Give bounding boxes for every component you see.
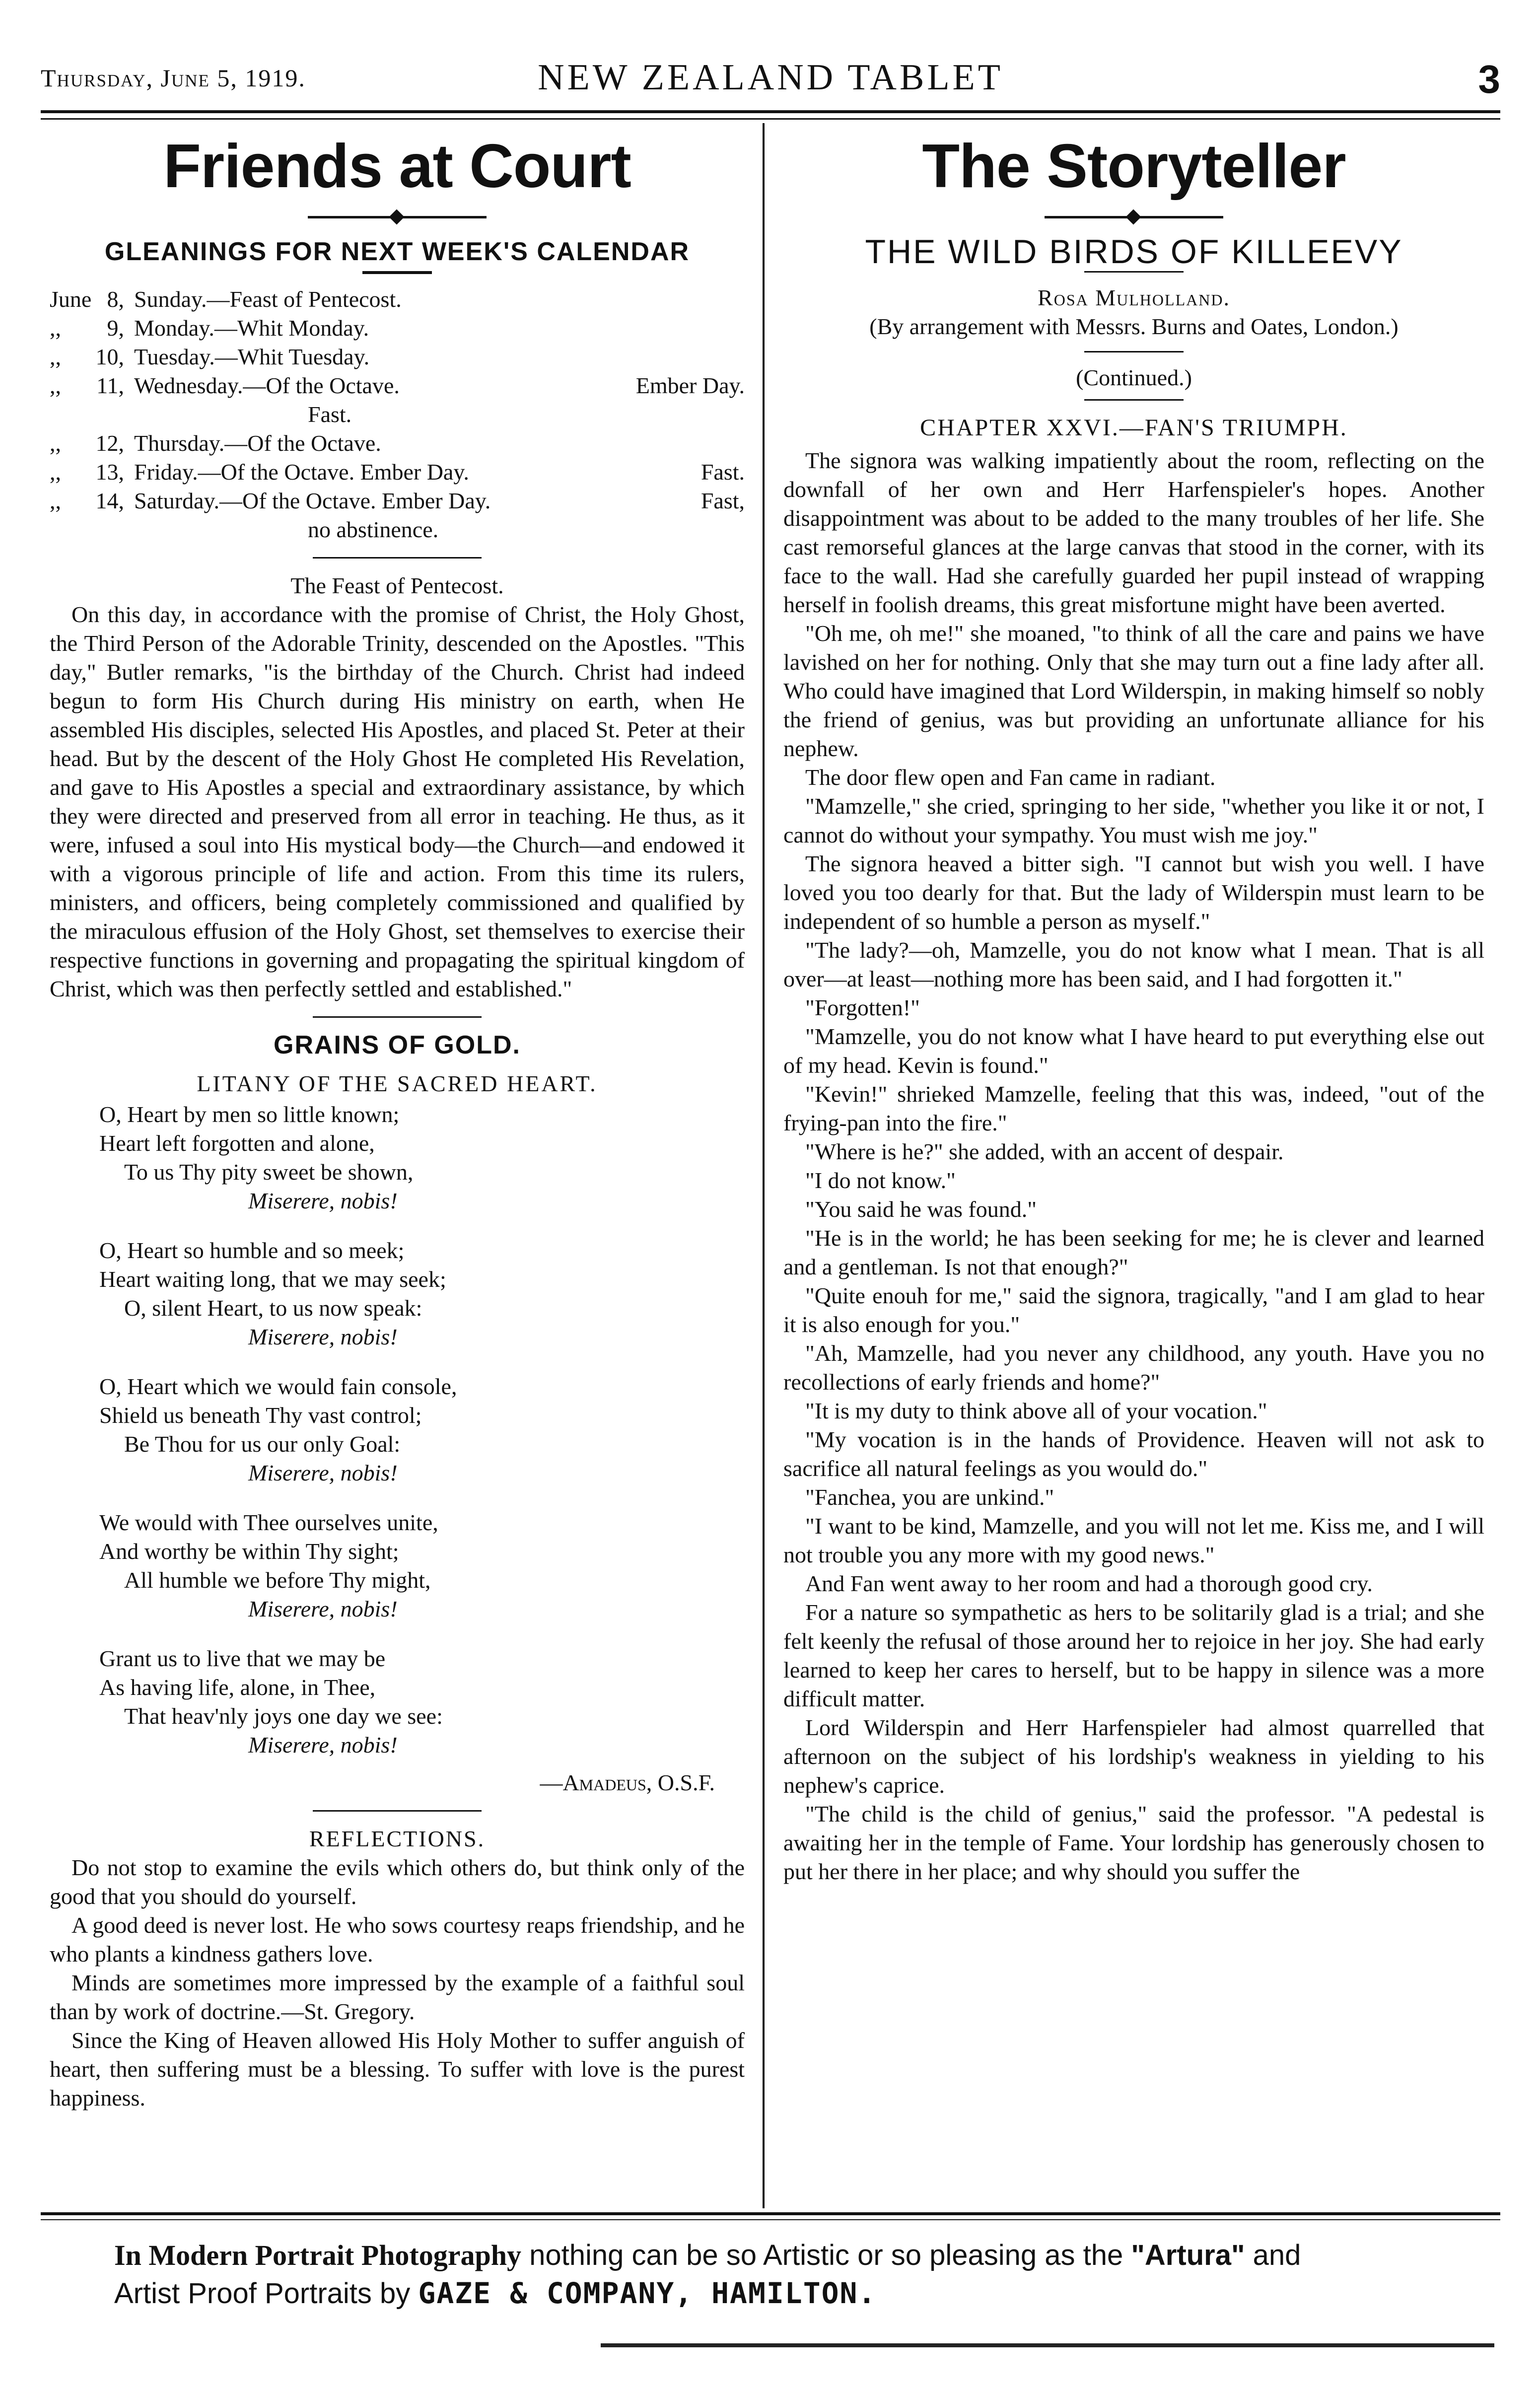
calendar-text: Tuesday.—Whit Tuesday. <box>134 344 370 369</box>
calendar-day: 9, <box>107 315 124 341</box>
ad-lead: In Modern Portrait Photography <box>114 2239 521 2271</box>
poem-line: Grant us to live that we may be <box>99 1646 386 1671</box>
grains-heading: GRAINS OF GOLD. <box>274 1031 521 1059</box>
poem-line: Heart waiting long, that we may seek; <box>99 1266 446 1292</box>
poem-line: O, Heart so humble and so meek; <box>99 1238 405 1263</box>
calendar-text: Monday.—Whit Monday. <box>134 315 369 341</box>
litany-title: LITANY OF THE SACRED HEART. <box>197 1071 598 1096</box>
calendar-rule <box>362 271 432 274</box>
calendar-day: 11, <box>96 373 124 398</box>
reflections-title: REFLECTIONS. <box>309 1826 486 1851</box>
reflection-item: A good deed is never lost. He who sows courtesy reaps friendship, and he who plants a kindness gathers love. <box>50 1912 745 1967</box>
calendar-prefix: ,, <box>50 488 61 513</box>
right-column <box>783 125 1484 1886</box>
calendar-text: Thursday.—Of the Octave. <box>134 430 381 456</box>
story-paragraph: The signora heaved a bitter sigh. "I cannot but wish you well. I have loved you too dearly for that. But the lady of Wilderspin must learn to be independent of so humble a person as myself." <box>783 851 1484 934</box>
calendar-text: Wednesday.—Of the Octave. <box>134 373 400 398</box>
calendar-row: no abstinence. <box>308 517 439 542</box>
calendar-right: Fast. <box>700 459 745 485</box>
story-text <box>783 446 1484 1886</box>
story-paragraph: Lord Wilderspin and Herr Harfenspieler had almost quarrelled that afternoon on the subject of his lordship's weakness in yielding to his nephew's caprice. <box>783 1715 1484 1798</box>
story-paragraph: "I want to be kind, Mamzelle, and you will not let me. Kiss me, and I will not trouble you any more with my good news." <box>783 1513 1484 1567</box>
title-ornament <box>308 210 487 224</box>
ad-line2: Artist Proof Portraits by <box>114 2277 411 2310</box>
poem-line: All humble we before Thy might, <box>124 1567 431 1593</box>
story-paragraph: "The lady?—oh, Mamzelle, you do not know what I mean. That is all over—at least—nothing more has been said, and I had forgotten it." <box>783 937 1484 991</box>
chapter-heading: CHAPTER XXVI.—FAN'S TRIUMPH. <box>920 415 1348 441</box>
calendar-day: 10, <box>95 344 124 369</box>
calendar-prefix: ,, <box>50 373 61 398</box>
poem-line: Shield us beneath Thy vast control; <box>99 1403 422 1428</box>
poem-line: And worthy be within Thy sight; <box>99 1539 399 1564</box>
friends-at-court-title: Friends at Court <box>163 132 631 201</box>
story-paragraph: "Quite enouh for me," said the signora, tragically, "and I am glad to hear it is also enough for you." <box>783 1283 1484 1337</box>
poem-line: O, silent Heart, to us now speak: <box>124 1295 422 1321</box>
story-paragraph: "Ah, Mamzelle, had you never any childhood, any youth. Have you no recollections of early friends and home?" <box>783 1340 1484 1395</box>
calendar-row: Fast. <box>308 402 352 427</box>
story-paragraph: And Fan went away to her room and had a thorough good cry. <box>805 1571 1373 1596</box>
calendar-text: Friday.—Of the Octave. Ember Day. <box>134 459 469 485</box>
footer-rule <box>41 2212 1500 2215</box>
section-rule <box>313 1016 482 1018</box>
poem-line: Be Thou for us our only Goal: <box>124 1431 401 1457</box>
poem-stanza <box>99 1372 745 1487</box>
reflection-item: Minds are sometimes more impressed by the example of a faithful soul than by work of doctrine.—St. Gregory. <box>50 1970 745 2024</box>
calendar-day: 14, <box>95 488 124 513</box>
story-rule <box>1084 271 1184 273</box>
continued-note: (Continued.) <box>1076 365 1192 390</box>
calendar-row <box>50 314 745 343</box>
poem-line: Heart left forgotten and alone, <box>99 1130 375 1156</box>
ad-middle: nothing can be so Artistic or so pleasing as the <box>529 2239 1123 2271</box>
calendar-prefix: June <box>50 286 92 312</box>
poem-refrain: Miserere, nobis! <box>248 1324 398 1349</box>
story-paragraph: "Where is he?" she added, with an accent of despair. <box>805 1139 1284 1164</box>
calendar-right: Ember Day. <box>635 373 745 398</box>
ad-and: and <box>1253 2239 1301 2271</box>
story-paragraph: "My vocation is in the hands of Providence. Heaven will not ask to sacrifice all natural feelings as you would do." <box>783 1427 1484 1481</box>
story-paragraph: "Mamzelle," she cried, springing to her side, "whether you like it or not, I cannot do without your sympathy. You must wish me joy." <box>783 793 1484 847</box>
poem-line: We would with Thee ourselves unite, <box>99 1510 438 1535</box>
masthead-rule <box>41 110 1500 113</box>
poem-stanza <box>99 1236 745 1351</box>
masthead <box>41 50 1500 114</box>
calendar-day: 12, <box>95 430 124 456</box>
story-rule <box>1084 399 1184 401</box>
story-arrangement: (By arrangement with Messrs. Burns and Oates, London.) <box>869 314 1399 339</box>
story-paragraph: For a nature so sympathetic as hers to be solitarily glad is a trial; and she felt keenly the refusal of those around her to rejoice in her joy. She had early learned to keep her cares to herself, but to be happy in silence was a more difficult matter. <box>783 1600 1484 1711</box>
reflection-item: Since the King of Heaven allowed His Holy Mother to suffer anguish of heart, then suffering must be a blessing. To suffer with love is the purest happiness. <box>50 2028 745 2110</box>
poem-refrain: Miserere, nobis! <box>248 1188 398 1213</box>
calendar-row <box>50 487 745 515</box>
story-paragraph: "It is my duty to think above all of your vocation." <box>805 1398 1267 1423</box>
poem-line: O, Heart by men so little known; <box>99 1102 400 1127</box>
reflection-item: Do not stop to examine the evils which others do, but think only of the good that you should do yourself. <box>50 1855 745 1909</box>
poem-stanza <box>99 1100 745 1215</box>
calendar-row <box>50 458 745 487</box>
calendar-row <box>50 429 745 458</box>
story-paragraph: The door flew open and Fan came in radiant. <box>805 765 1216 790</box>
story-paragraph: "The child is the child of genius," said the professor. "A pedestal is awaiting her in the temple of Fame. Your lordship has generously chosen to put her there in her place; and why should you suffer the <box>783 1801 1484 1884</box>
left-column <box>50 125 745 2112</box>
storyteller-title: The Storyteller <box>922 132 1346 201</box>
story-rule <box>1084 351 1184 352</box>
poem-stanza <box>99 1508 745 1623</box>
calendar-list <box>50 285 745 544</box>
footer-rule-thin <box>41 2219 1500 2220</box>
bottom-bar <box>601 2343 1494 2347</box>
story-paragraph: "I do not know." <box>805 1168 956 1193</box>
litany-poem <box>50 1100 745 1759</box>
calendar-prefix: ,, <box>50 315 61 341</box>
section-rule <box>313 557 482 559</box>
poem-line: As having life, alone, in Thee, <box>99 1675 376 1700</box>
calendar-text: Sunday.—Feast of Pentecost. <box>134 286 402 312</box>
pentecost-title: The Feast of Pentecost. <box>290 573 504 598</box>
poem-line: That heav'nly joys one day we see: <box>124 1703 443 1729</box>
calendar-right: Fast, <box>700 488 745 513</box>
story-author: Rosa Mulholland. <box>1038 285 1230 310</box>
calendar-row <box>50 371 745 400</box>
story-paragraph: The signora was walking impatiently about the room, reflecting on the downfall of her own and Herr Harfenspieler's hopes. Another disappointment was about to be added to the many troubles of her life. She cast remorseful glances at the large canvas that stood in the corner, with its face to the wall. Had she carefully guarded her pupil instead of wrapping herself in foolish dreams, this great misfortune might have been averted. <box>783 448 1484 617</box>
poem-signature: —Amadeus, O.S.F. <box>540 1770 715 1795</box>
ad-company: GAZE & COMPANY, HAMILTON. <box>418 2276 877 2310</box>
story-paragraph: "Fanchea, you are unkind." <box>805 1484 1054 1510</box>
story-title: THE WILD BIRDS OF KILLEEVY <box>865 233 1403 271</box>
pentecost-body: On this day, in accordance with the promise of Christ, the Holy Ghost, the Third Person of the Adorable Trinity, descended on the Apostles. "This day," Butler remarks, "is the birthday of the Church. Christ had indeed begun to form His Church during His ministry on earth, when He assembled His disciples, selected His Apostles, and placed St. Peter at their head. But by the descent of the Holy Ghost He completed His Revelation, and gave to His Apostles a special and extraordinary assistance, by which they were directed and preserved from all error in teaching. He thus, as it were, infused a soul into His mystical body—the Church—and endowed it with a vigorous principle of life and action. From this time its rulers, ministers, and officers, being completely commissioned and qualified by the miraculous effusion of the Holy Ghost, set themselves to exercise their respective functions in governing and propagating the spiritual kingdom of Christ, which was then perfectly settled and established." <box>50 602 745 1001</box>
masthead-rule-thin <box>41 118 1500 120</box>
story-paragraph: "Kevin!" shrieked Mamzelle, feeling that this was, indeed, "out of the frying-pan into the fire." <box>783 1081 1484 1135</box>
calendar-prefix: ,, <box>50 344 61 369</box>
story-paragraph: "You said he was found." <box>805 1196 1037 1222</box>
story-paragraph: "Forgotten!" <box>805 995 920 1020</box>
calendar-text: Saturday.—Of the Octave. Ember Day. <box>134 488 491 513</box>
publication-title: NEW ZEALAND TABLET <box>538 57 1003 98</box>
calendar-heading: GLEANINGS FOR NEXT WEEK'S CALENDAR <box>104 237 690 266</box>
title-ornament <box>1045 210 1223 224</box>
photography-advertisement <box>114 2237 1455 2313</box>
calendar-prefix: ,, <box>50 430 61 456</box>
issue-date: Thursday, June 5, 1919. <box>41 64 306 92</box>
poem-line: O, Heart which we would fain console, <box>99 1374 457 1399</box>
page-number: 3 <box>1478 57 1500 101</box>
poem-refrain: Miserere, nobis! <box>248 1596 398 1621</box>
poem-stanza <box>99 1644 745 1759</box>
column-divider <box>763 123 765 2208</box>
story-paragraph: "Mamzelle, you do not know what I have heard to put everything else out of my head. Kevin is found." <box>783 1024 1484 1078</box>
calendar-row <box>50 343 745 371</box>
ad-brand: "Artura" <box>1131 2239 1245 2271</box>
poem-refrain: Miserere, nobis! <box>248 1732 398 1757</box>
calendar-row <box>50 285 745 314</box>
poem-refrain: Miserere, nobis! <box>248 1460 398 1485</box>
section-rule <box>313 1810 482 1812</box>
story-paragraph: "He is in the world; he has been seeking for me; he is clever and learned and a gentleman. Is not that enough?" <box>783 1225 1484 1279</box>
calendar-day: 8, <box>107 286 124 312</box>
calendar-day: 13, <box>95 459 124 485</box>
poem-line: To us Thy pity sweet be shown, <box>124 1159 414 1185</box>
calendar-prefix: ,, <box>50 459 61 485</box>
story-paragraph: "Oh me, oh me!" she moaned, "to think of all the care and pains we have lavished on her for nothing. Only that she may turn out a fine lady after all. Who could have imagined that Lord Wilderspin, in making himself so nobly the friend of genius, was but providing an unfortunate alliance for his nephew. <box>783 621 1484 761</box>
